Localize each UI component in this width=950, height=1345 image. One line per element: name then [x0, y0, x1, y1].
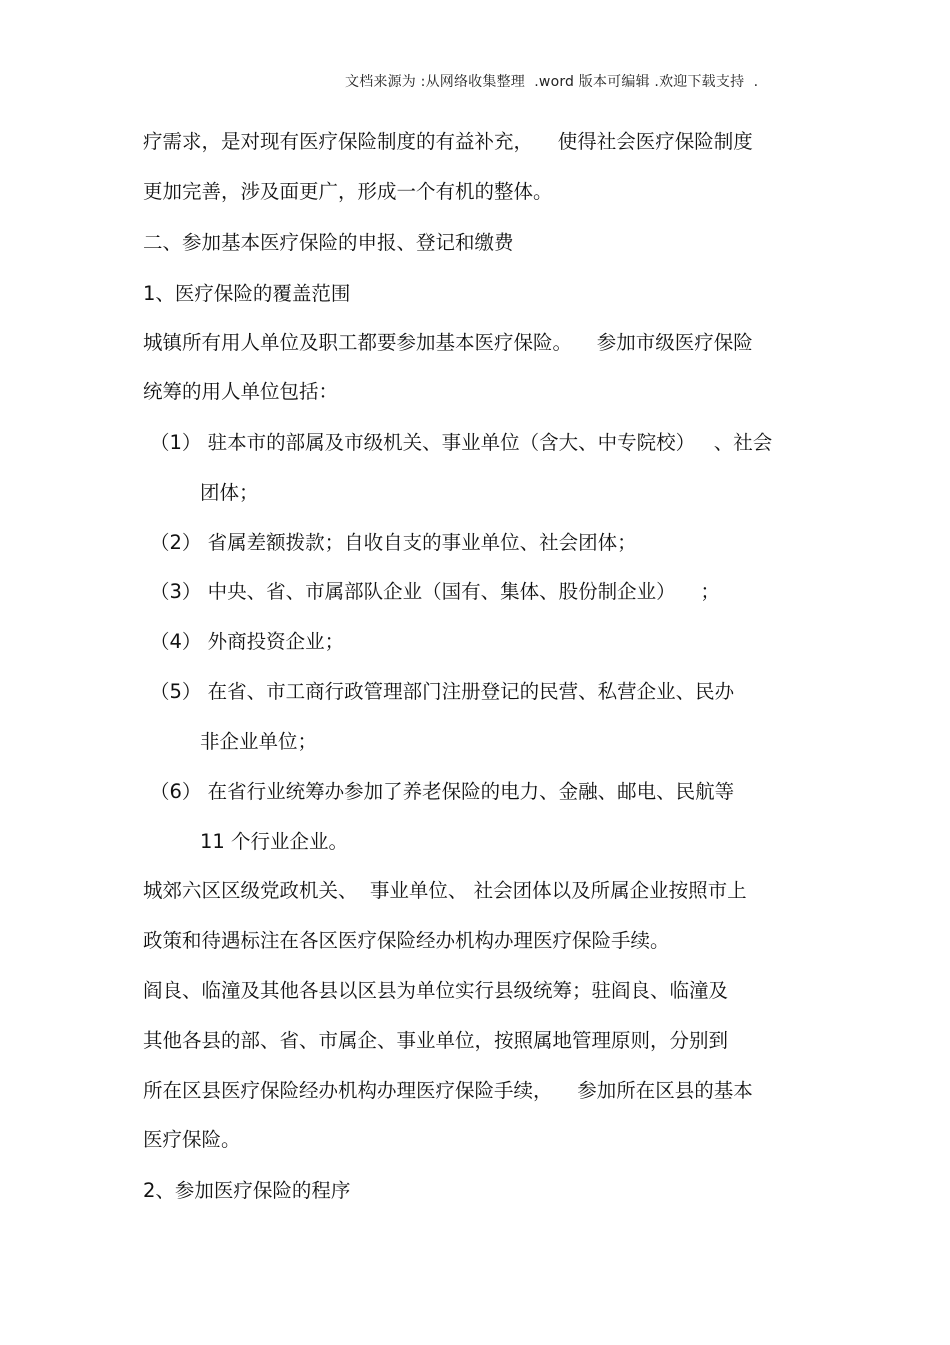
text-line: 疗需求，是对现有医疗保险制度的有益补充， 使得社会医疗保险制度 [143, 130, 753, 153]
text-line: 阎良、临潼及其他各县以区县为单位实行县级统筹；驻阎良、临潼及 [143, 979, 729, 1002]
list-item: （2） 省属差额拨款；自收自支的事业单位、社会团体； [150, 531, 637, 554]
page-header: 文档来源为 :从网络收集整理 .word 版本可编辑 .欢迎下载支持 . [345, 74, 759, 90]
section-heading: 二、参加基本医疗保险的申报、登记和缴费 [143, 231, 514, 254]
list-item: （4） 外商投资企业； [150, 630, 345, 653]
text-line: 医疗保险。 [143, 1128, 241, 1151]
text-line: 城郊六区区级党政机关、 事业单位、 社会团体以及所属企业按照市上 [143, 879, 747, 902]
text-line: 更加完善，涉及面更广，形成一个有机的整体。 [143, 180, 553, 203]
list-item-continuation: 非企业单位； [200, 730, 318, 753]
text-line: 政策和待遇标注在各区医疗保险经办机构办理医疗保险手续。 [143, 929, 670, 952]
list-item: （6） 在省行业统筹办参加了养老保险的电力、金融、邮电、民航等 [150, 780, 735, 803]
list-item: （3） 中央、省、市属部队企业（国有、集体、股份制企业） ； [150, 580, 720, 603]
list-item: （5） 在省、市工商行政管理部门注册登记的民营、私营企业、民办 [150, 680, 735, 703]
text-line: 城镇所有用人单位及职工都要参加基本医疗保险。 参加市级医疗保险 [143, 331, 753, 354]
text-line: 统筹的用人单位包括： [143, 380, 339, 403]
text-line: 所在区县医疗保险经办机构办理医疗保险手续， 参加所在区县的基本 [143, 1079, 753, 1102]
list-item-continuation: 11 个行业企业。 [200, 830, 349, 853]
list-item: （1） 驻本市的部属及市级机关、事业单位（含大、中专院校） 、社会 [150, 431, 773, 454]
list-item-continuation: 团体； [200, 481, 259, 504]
text-line: 其他各县的部、省、市属企、事业单位，按照属地管理原则，分别到 [143, 1029, 729, 1052]
subsection-heading: 2、参加医疗保险的程序 [143, 1179, 351, 1202]
subsection-heading: 1、医疗保险的覆盖范围 [143, 282, 351, 305]
